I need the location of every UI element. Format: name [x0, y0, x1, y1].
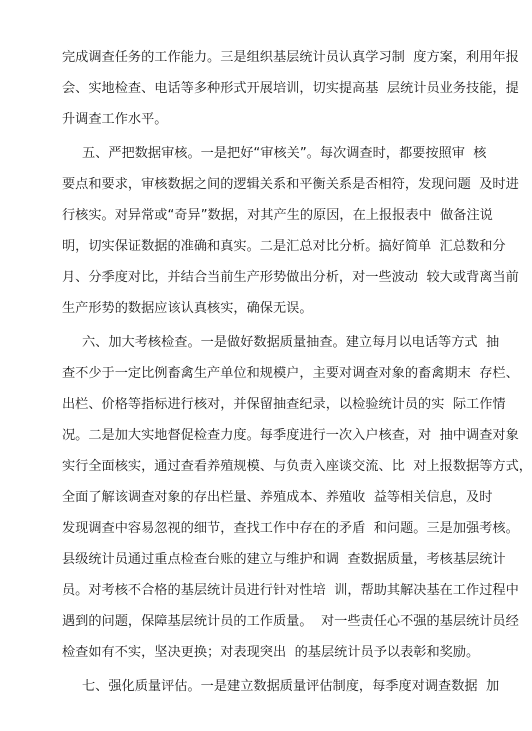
text-line: 全面了解该调查对象的存出栏量、养殖成本、养殖收 益等相关信息，及时	[62, 490, 493, 505]
text-line: 查不少于一定比例畜禽生产单位和规模户，主要对调查对象的畜禽期末 存栏、	[62, 366, 519, 381]
text-line: 检查如有不实，坚决更换；对表现突出 的基层统计员予以表彰和奖励。	[62, 645, 480, 660]
section-5-heading-line: 五、严把数据审核。一是把好“审核关”。每次调查时，都要按照审 核	[82, 146, 487, 161]
text-line: 要点和要求，审核数据之间的逻辑关系和平衡关系是否相符，发现问题 及时进	[62, 177, 519, 192]
text-line: 明，切实保证数据的准确和真实。二是汇总对比分析。搞好简单 汇总数和分	[62, 239, 506, 254]
text-line: 行核实。对异常或“奇异”数据，对其产生的原因，在上报报表中 做备注说	[62, 208, 493, 223]
text-line: 况。二是加大实地督促检查力度。每季度进行一次入户核查，对 抽中调查对象	[62, 428, 519, 443]
text-line: 升调查工作水平。	[62, 112, 168, 127]
text-line: 生产形势的数据应该认真核实，确保无误。	[62, 301, 313, 316]
text-line: 会、实地检查、电话等多种形式开展培训，切实提高基 层统计员业务技能，提	[62, 81, 519, 96]
text-line: 县级统计员通过重点检查台账的建立与维护和调 查数据质量，考核基层统计	[62, 552, 506, 567]
text-line: 实行全面核实，通过查看养殖规模、与负责入座谈交流、比 对上报数据等方式，	[62, 459, 532, 474]
section-6-heading-line: 六、加大考核检查。一是做好数据质量抽查。建立每月以电话等方式 抽	[82, 335, 500, 350]
text-line: 月、分季度对比，并结合当前生产形势做出分析，对一些波动 较大或背离当前	[62, 270, 519, 285]
text-line: 发现调查中容易忽视的细节，查找工作中存在的矛盾 和问题。三是加强考核。	[62, 521, 519, 536]
text-line: 员。对考核不合格的基层统计员进行针对性培 训，帮助其解决基在工作过程中	[62, 583, 519, 598]
text-line: 完成调查任务的工作能力。三是组织基层统计员认真学习制 度方案，利用年报	[62, 50, 519, 65]
section-7-heading-line: 七、强化质量评估。一是建立数据质量评估制度，每季度对调查数据 加	[82, 679, 500, 694]
text-line: 遇到的问题，保障基层统计员的工作质量。 对一些责任心不强的基层统计员经	[62, 614, 519, 629]
text-line: 出栏、价格等指标进行核对，并保留抽查纪录，以检验统计员的实 际工作情	[62, 397, 506, 412]
